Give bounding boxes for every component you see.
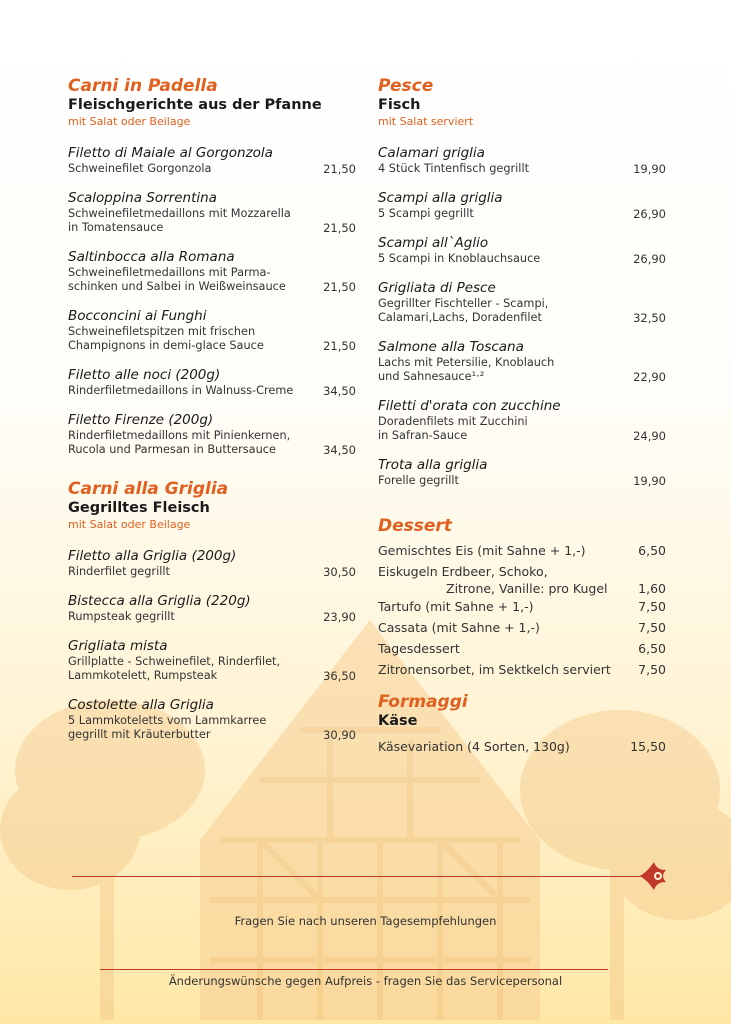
item-description: Grillplatte - Schweinefilet, Rinderfilet, <box>68 655 281 668</box>
section-title: Dessert <box>378 516 452 536</box>
item-name: Filetti d'orata con zucchine <box>378 398 561 414</box>
item-description: Gegrillter Fischteller - Scampi, <box>378 297 549 310</box>
item-description: und Sahnesauce¹·² <box>378 370 485 383</box>
item-name: Filetto alle noci (200g) <box>68 367 221 383</box>
item-name: Filetto Firenze (200g) <box>68 412 214 428</box>
section-subtitle: Gegrilltes Fleisch <box>68 500 210 516</box>
item-name: Grigliata di Pesce <box>378 280 496 296</box>
item-price: 15,50 <box>630 739 666 754</box>
menu-item <box>378 457 668 488</box>
item-description: Schweinefiletmedaillons mit Mozzarella <box>68 207 291 220</box>
section-note: mit Salat serviert <box>378 115 474 128</box>
menu-item <box>68 249 358 294</box>
item-description: 4 Stück Tintenfisch gegrillt <box>378 162 530 175</box>
section-subtitle: Käse <box>378 713 418 729</box>
menu-item <box>378 280 668 325</box>
item-name: Gemischtes Eis (mit Sahne + 1,-) <box>378 543 586 558</box>
item-description: Forelle gegrillt <box>378 474 459 487</box>
section-pesce <box>378 76 668 488</box>
item-description: 5 Scampi gegrillt <box>378 207 474 220</box>
item-description: Schweinefilet Gorgonzola <box>68 162 212 175</box>
item-description: Calamari,Lachs, Doradenfilet <box>378 311 542 324</box>
item-price: 36,50 <box>323 669 356 683</box>
item-price: 21,50 <box>323 162 356 176</box>
item-name: Bistecca alla Griglia (220g) <box>68 593 251 609</box>
item-name: Zitronensorbet, im Sektkelch serviert <box>378 662 611 677</box>
item-name: Trota alla griglia <box>378 457 488 473</box>
item-description: 5 Scampi in Knoblauchsauce <box>378 252 541 265</box>
item-description: Doradenfilets mit Zucchini <box>378 415 528 428</box>
footer-recommendation: Fragen Sie nach unseren Tagesempfehlungen <box>234 914 497 928</box>
item-name: Grigliata mista <box>68 638 168 654</box>
item-description: gegrillt mit Kräuterbutter <box>68 728 211 741</box>
item-price: 34,50 <box>323 443 356 457</box>
section-title: Formaggi <box>378 692 468 712</box>
item-name: Bocconcini ai Funghi <box>68 308 207 324</box>
menu-item <box>378 638 668 659</box>
menu-item <box>68 697 358 742</box>
item-name: Tagesdessert <box>378 641 460 656</box>
menu-item <box>378 596 668 617</box>
item-name: Filetto di Maiale al Gorgonzola <box>68 145 273 161</box>
menu-item <box>68 412 358 457</box>
menu-item <box>378 339 668 384</box>
item-name: Salmone alla Toscana <box>378 339 524 355</box>
item-description: Lammkotelett, Rumpsteak <box>68 669 218 682</box>
item-description: Lachs mit Petersilie, Knoblauch <box>378 356 555 369</box>
menu-item <box>378 617 668 638</box>
item-description: in Safran-Sauce <box>378 429 468 442</box>
footer-note: Änderungswünsche gegen Aufpreis - fragen Sie das Servicepersonal <box>168 974 563 988</box>
section-title: Pesce <box>378 76 434 96</box>
item-name: Calamari griglia <box>378 145 485 161</box>
item-description: schinken und Salbei in Weißweinsauce <box>68 280 286 293</box>
menu-item <box>68 190 358 235</box>
section-formaggi <box>378 692 668 757</box>
item-price: 32,50 <box>633 311 666 325</box>
item-price: 7,50 <box>638 662 666 677</box>
left-column <box>68 76 358 756</box>
item-price: 26,90 <box>633 207 666 221</box>
item-price: 21,50 <box>323 339 356 353</box>
menu-item <box>378 659 668 680</box>
item-price: 23,90 <box>323 610 356 624</box>
flourish-ornament-icon <box>636 858 672 892</box>
item-description: Rinderfilet gegrillt <box>68 565 170 578</box>
item-name: Zitrone, Vanille: pro Kugel <box>446 581 608 596</box>
menu-item <box>378 398 668 443</box>
menu-item <box>378 235 668 266</box>
item-description: in Tomatensauce <box>68 221 164 234</box>
section-title: Carni in Padella <box>68 76 218 96</box>
section-title: Carni alla Griglia <box>68 479 229 499</box>
item-name: Saltinbocca alla Romana <box>68 249 235 265</box>
item-price: 34,50 <box>323 384 356 398</box>
item-name: Tartufo (mit Sahne + 1,-) <box>378 599 534 614</box>
item-price: 7,50 <box>638 620 666 635</box>
item-name: Scampi all`Aglio <box>378 235 489 251</box>
item-price: 19,90 <box>633 474 666 488</box>
item-name: Eiskugeln Erdbeer, Schoko, <box>378 564 548 579</box>
item-name: Costolette alla Griglia <box>68 697 214 713</box>
section-dessert <box>378 516 668 680</box>
item-description: Schweinefiletspitzen mit frischen <box>68 325 256 338</box>
item-price: 30,90 <box>323 728 356 742</box>
item-name: Scampi alla griglia <box>378 190 503 206</box>
footer-divider <box>100 969 608 970</box>
section-subtitle: Fleischgerichte aus der Pfanne <box>68 97 322 113</box>
item-price: 21,50 <box>323 280 356 294</box>
section-subtitle: Fisch <box>378 97 421 113</box>
item-name: Käsevariation (4 Sorten, 130g) <box>378 739 570 754</box>
right-column <box>378 76 668 757</box>
menu-section <box>68 76 358 457</box>
item-price: 22,90 <box>633 370 666 384</box>
section-note: mit Salat oder Beilage <box>68 518 191 531</box>
item-description: 5 Lammkoteletts vom Lammkarree <box>68 714 267 727</box>
footer-divider <box>72 876 648 877</box>
menu-item <box>378 540 668 561</box>
item-description: Champignons in demi-glace Sauce <box>68 339 264 352</box>
menu-item <box>378 190 668 221</box>
item-description: Schweinefiletmedaillons mit Parma- <box>68 266 271 279</box>
item-price: 21,50 <box>323 221 356 235</box>
item-price: 6,50 <box>638 641 666 656</box>
menu-item <box>68 548 358 579</box>
menu-item <box>68 638 358 683</box>
menu-item <box>68 593 358 624</box>
item-description: Rumpsteak gegrillt <box>68 610 175 623</box>
item-price: 26,90 <box>633 252 666 266</box>
item-price: 19,90 <box>633 162 666 176</box>
item-price: 24,90 <box>633 429 666 443</box>
item-description: Rinderfiletmedaillons in Walnuss-Creme <box>68 384 294 397</box>
section-note: mit Salat oder Beilage <box>68 115 191 128</box>
item-name: Filetto alla Griglia (200g) <box>68 548 237 564</box>
item-name: Scaloppina Sorrentina <box>68 190 217 206</box>
item-name: Cassata (mit Sahne + 1,-) <box>378 620 540 635</box>
menu-item <box>68 367 358 398</box>
menu-section <box>68 479 358 742</box>
item-price: 6,50 <box>638 543 666 558</box>
item-price: 7,50 <box>638 599 666 614</box>
menu-item <box>378 561 668 596</box>
item-price: 1,60 <box>638 581 666 596</box>
menu-item <box>68 145 358 176</box>
item-description: Rucola und Parmesan in Buttersauce <box>68 443 276 456</box>
menu-item <box>68 308 358 353</box>
item-price: 30,50 <box>323 565 356 579</box>
menu-item <box>378 145 668 176</box>
menu-item <box>378 736 668 757</box>
item-description: Rinderfiletmedaillons mit Pinienkernen, <box>68 429 291 442</box>
